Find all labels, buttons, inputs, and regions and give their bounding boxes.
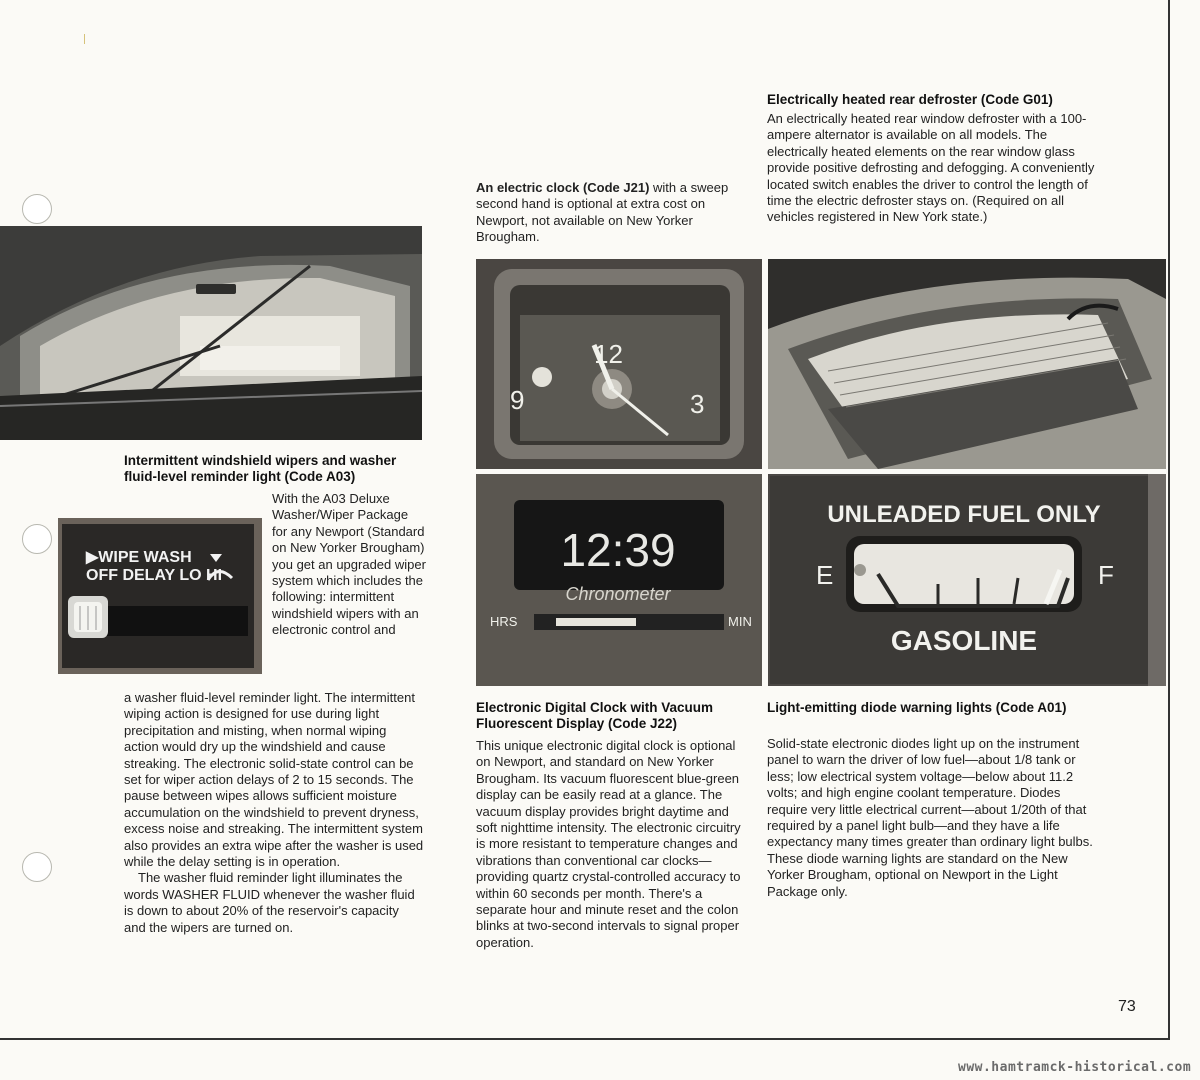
digital-clock-body: This unique electronic digital clock is optional on Newport, and standard on New Yorker Brougham. Its vacuum fluorescent blue-green display can be easily read at a glance. The vacuum display provides bright daytime and soft nighttime intensity. The electronic circuitry is more resistant to temperature changes and vibrations than conventional car clocks—providing quartz crystal-controlled accuracy to within 60 seconds per month. There's a separate hour and minute reset and the colon blinks at two-second intervals to signal proper operation.	[476, 738, 741, 950]
wipers-body-narrow: With the A03 Deluxe Washer/Wiper Package for any Newport (Standard on New Yorker Brougham) you get an upgraded wiper system which includes the following: intermittent windshield wipers with an electronic control and	[272, 491, 426, 638]
switch-label-wipe-wash: ▶WIPE WASH	[86, 549, 192, 566]
gauge-top-label: UNLEADED FUEL ONLY	[827, 501, 1101, 528]
digital-clock-heading: Electronic Digital Clock with Vacuum Fluorescent Display (Code J22)	[476, 700, 714, 731]
margin-mark	[84, 34, 85, 44]
binder-hole-middle	[22, 524, 52, 554]
wipers-paragraph-1: a washer fluid-level reminder light. The intermittent wiping action is designed for use during light precipitation and misting, when normal wiping action would dry up the windshield and cause streaking. The electronic solid-state control can be set for wiper action delays of 2 to 15 seconds. The pause between wipes allows sufficient moisture accumulation on the windshield to prevent dryness, excess noise and streaking. The intermittent system also provides an extra wipe after the washer is used while the delay setting is in operation.	[124, 690, 424, 870]
windshield-photo	[0, 226, 422, 440]
watermark: www.hamtramck-historical.com	[958, 1060, 1192, 1075]
wipers-heading: Intermittent windshield wipers and washer fluid-level reminder light (Code A03)	[124, 453, 397, 484]
led-heading: Light-emitting diode warning lights (Code A01)	[767, 700, 1067, 715]
rear-defroster-photo	[768, 259, 1166, 469]
led-body: Solid-state electronic diodes light up on the instrument panel to warn the driver of low fuel—about 1/8 tank or less; low electrical system voltage—below about 11.2 volts; and high engine coolant temperature. Diodes require very little electrical current—about 1/20th of that required by a panel light bulb—and they have a life expectancy many times greater than ordinary light bulbs. These diode warning lights are standard on the New Yorker Brougham, optional on Newport in the Light Package only.	[767, 736, 1093, 899]
wiper-switch-photo	[58, 518, 262, 674]
digital-clock-photo	[476, 474, 762, 686]
clock-numeral-9: 9	[510, 385, 525, 415]
electric-clock-text	[476, 180, 746, 246]
electric-clock-body: with a sweep second hand is optional at extra cost on Newport, not available on New Yorker Brougham.	[476, 180, 729, 245]
wipers-body-wide	[124, 690, 424, 936]
hrs-label: HRS	[490, 614, 518, 629]
clock-numeral-3: 3	[690, 389, 705, 419]
switch-label-delay: OFF DELAY LO HI	[86, 567, 223, 584]
page-number: 73	[1118, 998, 1136, 1015]
digital-clock-display: 12:39	[560, 524, 676, 576]
chronometer-logo: Chronometer	[565, 584, 671, 604]
electric-clock-heading: An electric clock (Code J21)	[476, 180, 650, 195]
gauge-full-label: F	[1098, 560, 1114, 590]
fuel-gauge-photo	[768, 474, 1166, 686]
analog-clock-photo	[476, 259, 762, 469]
defroster-body: An electrically heated rear window defroster with a 100-ampere alternator is available on all models. The electrically heated elements on the rear window glass provide positive defrosting and defogging. A conveniently located switch enables the driver to control the length of time the electric defroster stays on. (Required on all vehicles registered in New York state.)	[767, 111, 1095, 225]
binder-hole-bottom	[22, 852, 52, 882]
defroster-heading: Electrically heated rear defroster (Code G01)	[767, 92, 1053, 107]
binder-hole-top	[22, 194, 52, 224]
wipers-paragraph-2: The washer fluid reminder light illuminates the words WASHER FLUID whenever the washer fluid is down to about 20% of the reservoir's capacity and the wipers are turned on.	[124, 870, 415, 935]
clock-numeral-12: 12	[594, 339, 623, 369]
gauge-bottom-label: GASOLINE	[890, 625, 1038, 656]
min-label: MIN	[728, 614, 752, 629]
gauge-empty-label: E	[816, 560, 834, 590]
